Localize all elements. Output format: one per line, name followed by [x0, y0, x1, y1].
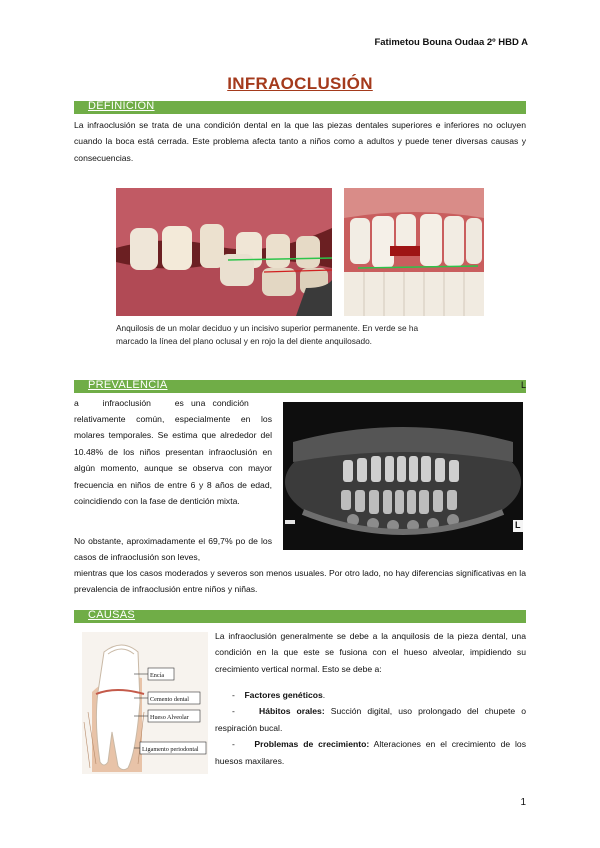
prevalencia-line1: a infraoclusión es una condición	[74, 398, 249, 408]
prevalencia-paragraph2-full: mientras que los casos moderados y severos son menos usuales. Por otro lado, no hay diferencias significativas en la prevalencia de infraoclusión entre niños y niñas.	[74, 568, 526, 595]
bullet-text: Succión digital, uso prolongado del chupete o respiración bucal.	[215, 706, 526, 733]
prevalencia-paragraph2-col: No obstante, aproximadamente el 69,7% po de los casos de infraoclusión son leves,	[74, 536, 272, 563]
prevalencia-paragraph: relativamente común, especialmente en los molares temporales. Se estima que alrededor del 10.48% de los niños presentan infraoclusión en algún momento, aunque se observa con mayor frecuencia en niños de entre 6 y 8 años de edad, coincidiendo con la fase de dentición mixta.	[74, 414, 272, 507]
xray-marker: L	[515, 520, 521, 530]
photo-incisor-ankylosis	[344, 188, 484, 316]
header-author: Fatimetou Bouna Oudaa 2º HBD A	[374, 37, 528, 48]
bullet-dash: -	[232, 690, 235, 700]
causas-intro: La infraoclusión generalmente se debe a la anquilosis de la pieza dental, una condición en la que este se fusiona con el hueso alveolar, impidiendo su crecimiento vertical normal. Esto se debe a:	[215, 631, 526, 674]
bullet-bold: Hábitos orales:	[258, 706, 325, 717]
bullet-dash: -	[232, 706, 235, 717]
diagram-label-cemento: Cemento dental	[150, 696, 190, 703]
bullet-item	[215, 703, 526, 736]
diagram-label-encia: Encía	[150, 672, 165, 679]
diagram-label-ligamento: Ligamento periodontal	[142, 746, 199, 753]
panoramic-xray	[283, 402, 523, 550]
bullet-bold: Problemas de crecimiento:	[254, 739, 370, 750]
photo-molar-ankylosis	[116, 188, 332, 316]
section-bar-definicion	[74, 101, 526, 114]
section-heading-definicion: DEFINICIÓN	[88, 100, 155, 112]
tooth-anatomy-diagram	[82, 632, 208, 774]
page-number: 1	[520, 797, 526, 808]
diagram-label-hueso: Hueso Alveolar	[150, 714, 189, 721]
photo-caption-line2: marcado la línea del plano oclusal y en rojo la del diente anquilosado.	[116, 336, 372, 346]
page-title: INFRAOCLUSIÓN	[227, 74, 373, 93]
bullet-item	[215, 736, 526, 769]
section-bar-prevalencia	[74, 380, 526, 393]
bullet-item	[215, 687, 526, 703]
bullet-text: .	[322, 690, 326, 700]
causas-bullet-list	[215, 687, 526, 769]
bullet-bold: Factores genéticos	[244, 690, 323, 700]
bullet-dash: -	[232, 739, 235, 750]
section-heading-prevalencia: PREVALENCIA	[88, 379, 168, 391]
bullet-text: Alteraciones en el crecimiento de los huesos maxilares.	[215, 739, 526, 766]
photo-caption-line1: Anquilosis de un molar deciduo y un incisivo superior permanente. En verde se ha	[116, 323, 419, 333]
section-heading-causas: CAUSAS	[88, 609, 136, 621]
stray-letter: L	[521, 380, 527, 390]
section-bar-causas	[74, 610, 526, 623]
definicion-paragraph: La infraoclusión se trata de una condición dental en la que las piezas dentales superiores e inferiores no ocluyen cuando la boca está cerrada. Este problema afecta tanto a niños como a adultos y puede tener diversas causas y consecuencias.	[74, 120, 526, 163]
